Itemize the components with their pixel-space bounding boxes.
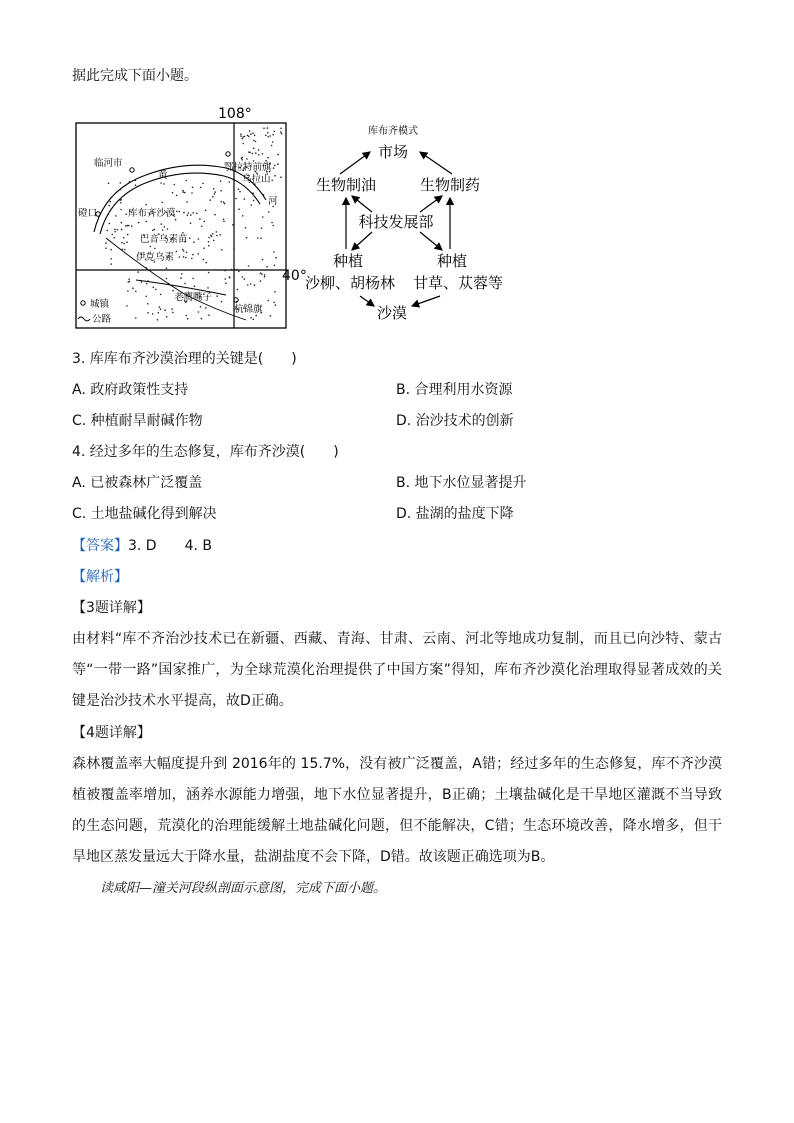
- detail3-label: 【3题详解】: [72, 600, 151, 616]
- arrow: [420, 152, 452, 174]
- arrow: [352, 232, 372, 250]
- place-label: 乌拉山: [242, 174, 271, 185]
- arrow: [412, 296, 440, 306]
- town-icon: [81, 301, 85, 305]
- place-label: 伊克乌素: [136, 252, 175, 263]
- detail4-label: 【4题详解】: [72, 725, 151, 741]
- town-icon: [226, 152, 230, 156]
- longitude-label: 108°: [218, 106, 252, 122]
- road-legend-icon: [78, 317, 90, 321]
- latitude-label: 40°: [282, 268, 307, 284]
- place-label: 河: [268, 196, 278, 207]
- node-bio-oil: 生物制油: [315, 176, 377, 194]
- place-label: 临河市: [94, 158, 123, 169]
- node-plant-left-sub: 沙柳、胡杨林: [304, 274, 396, 292]
- place-label: 磴口: [78, 208, 98, 219]
- arrow: [420, 232, 442, 250]
- detail4-text: 森林覆盖率大幅度提升到 2016年的 15.7%，没有被广泛覆盖，A错；经过多年的生态修复，库不齐沙漠植被覆盖率增加，涵养水源能力增强，地下水位显著提升，B正确；土壤盐碱化是干旱地区灌溉不当导致的生态问题，荒漠化的治理能缓解土地盐碱化问题，但不能解决，C错；生态环境改善，降水增多，但干旱地区蒸发量远大于降水量，盐湖盐度不会下降，D错。故该题正确选项为B。: [72, 756, 722, 865]
- model-title: 库布齐模式: [368, 126, 418, 137]
- node-plant-right: 种植: [436, 252, 468, 270]
- legend-road-label: 公路: [92, 314, 112, 325]
- arrow: [352, 196, 372, 212]
- arrow: [420, 196, 442, 212]
- yellow-river-inner: [100, 173, 260, 234]
- legend-town-label: 城镇: [90, 299, 110, 310]
- q3-option-d[interactable]: D. 治沙技术的创新: [396, 413, 514, 429]
- arrow: [360, 296, 374, 306]
- place-label: 鄂拉特前旗: [224, 162, 272, 173]
- q3-stem: 3. 库库布齐沙漠治理的关键是( ): [72, 351, 297, 367]
- node-market: 市场: [377, 143, 409, 161]
- intro-text: 据此完成下面小题。: [72, 68, 198, 84]
- q3-option-a[interactable]: A. 政府政策性支持: [72, 382, 189, 398]
- place-label: 库布齐沙漠: [128, 208, 176, 219]
- place-label: 黄: [158, 170, 168, 181]
- q4-option-c[interactable]: C. 土地盐碱化得到解决: [72, 506, 217, 522]
- place-label: 杭锦旗: [234, 304, 263, 315]
- q3-option-c[interactable]: C. 种植耐旱耐碱作物: [72, 413, 203, 429]
- node-bio-med: 生物制药: [419, 176, 481, 194]
- answer-line: [72, 536, 212, 556]
- analysis-label: 【解析】: [72, 569, 128, 585]
- arrow: [340, 152, 370, 174]
- place-label: 老鹰嘴子: [174, 292, 213, 303]
- q4-option-a[interactable]: A. 已被森林广泛覆盖: [72, 475, 203, 491]
- kubuqi-map: [76, 106, 307, 328]
- town-icon: [130, 168, 134, 172]
- node-tech-center: 科技发展部: [358, 213, 434, 231]
- detail3-text: 由材料“库不齐治沙技术已在新疆、西藏、青海、甘肃、云南、河北等地成功复制，而且已向沙特、蒙古等“一带一路”国家推广，为全球荒漠化治理提供了中国方案”得知，库布齐沙漠化治理取得显著成效的关键是治沙技术水平提高，故D正确。: [72, 631, 722, 709]
- q4-option-b[interactable]: B. 地下水位显著提升: [396, 475, 527, 491]
- next-intro-text: 读咸阳—潼关河段纵剖面示意图，完成下面小题。: [100, 881, 387, 896]
- kubuqi-model-diagram: [300, 120, 520, 325]
- place-label: 巴音乌素苗: [140, 234, 188, 245]
- q4-stem: 4. 经过多年的生态修复，库布齐沙漠( ): [72, 444, 339, 460]
- answer-label: 【答案】: [72, 538, 128, 554]
- node-plant-left: 种植: [332, 252, 364, 270]
- node-plant-right-sub: 甘草、苁蓉等: [412, 274, 504, 292]
- q3-option-b[interactable]: B. 合理利用水资源: [396, 382, 513, 398]
- q4-option-d[interactable]: D. 盐湖的盐度下降: [396, 506, 514, 522]
- answer-text: 3. D 4. B: [128, 538, 212, 554]
- node-desert: 沙漠: [376, 304, 408, 322]
